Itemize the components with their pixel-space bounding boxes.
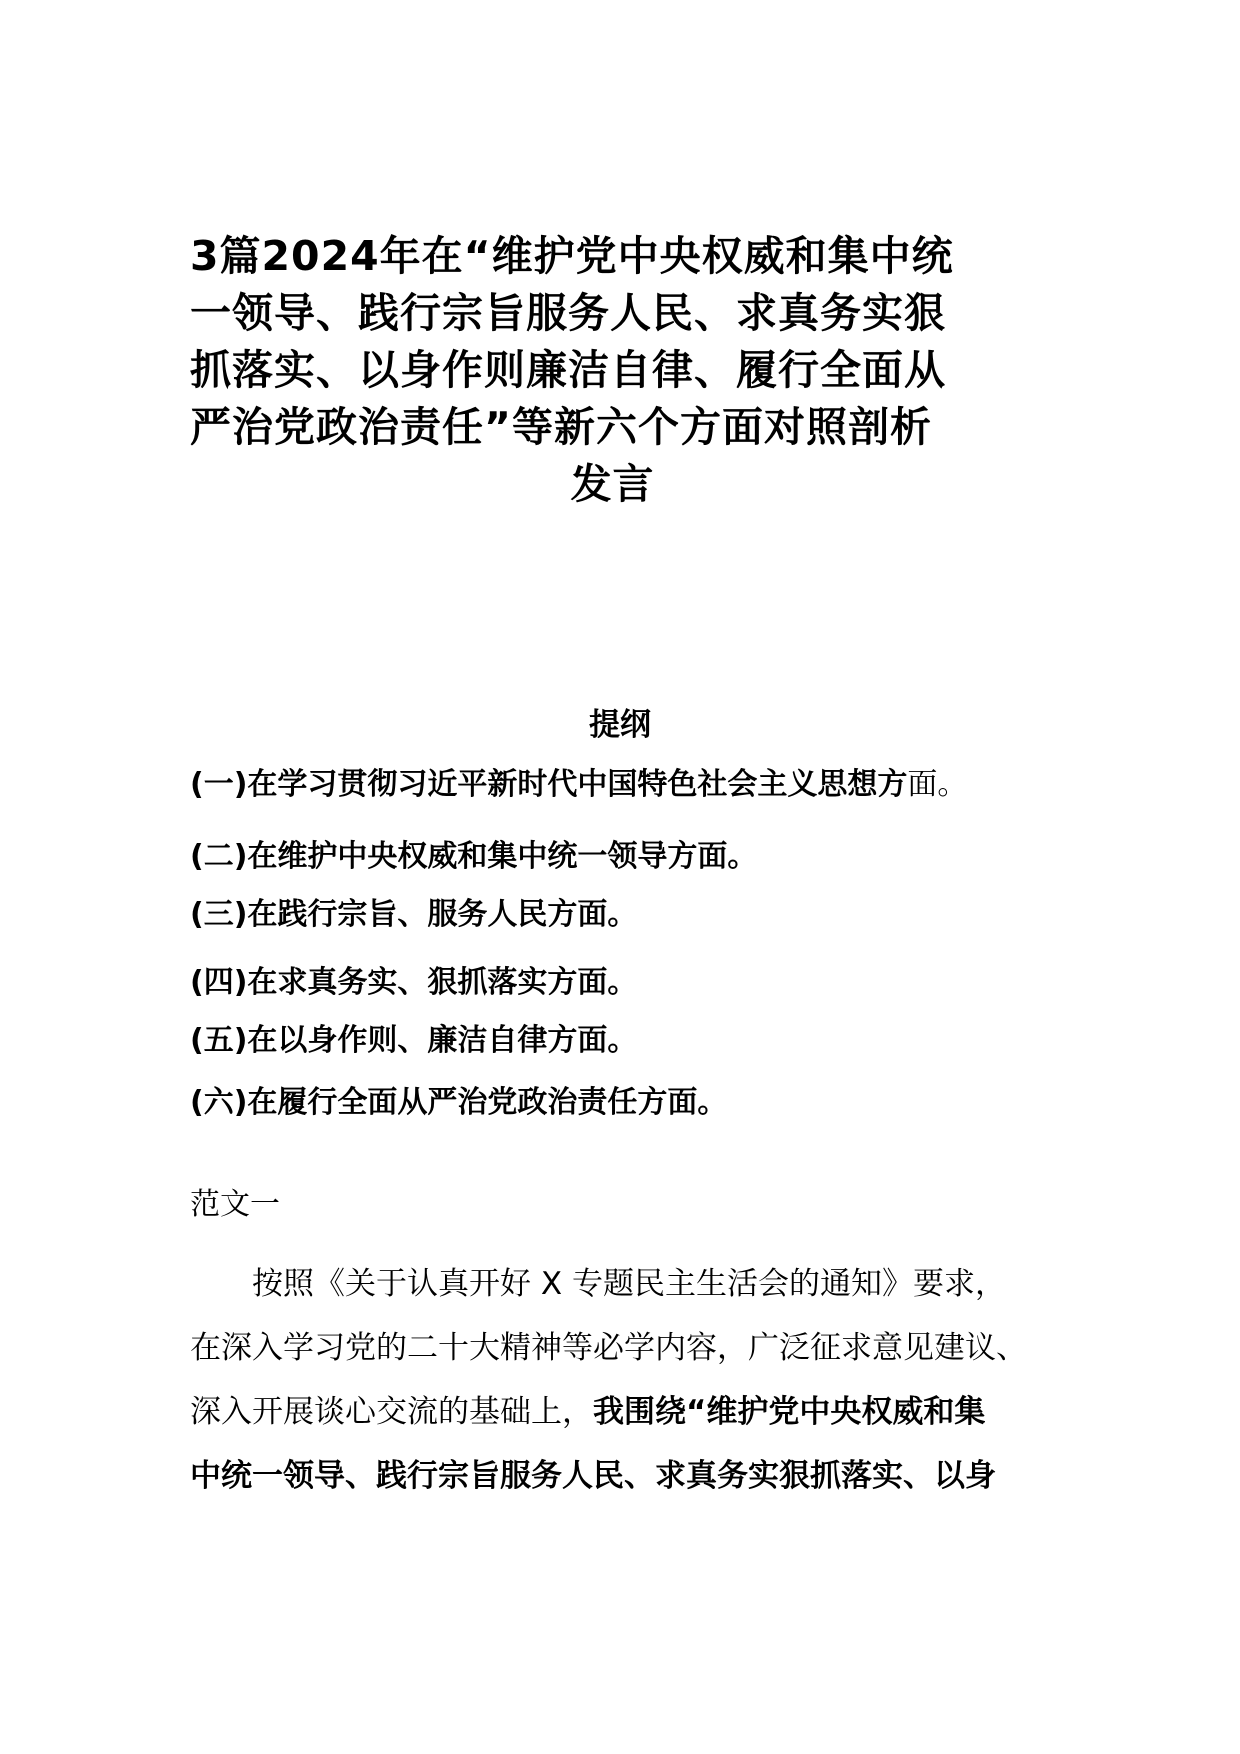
outline-item-text: (一)在学习贯彻习近平新时代中国特色社会主义思想方 [190,767,908,802]
paragraph-bold-text: 中统一领导、践行宗旨服务人民、求真务实狠抓落实、以身 [190,1458,996,1494]
outline-item [190,836,757,878]
outline-item [190,962,637,1004]
outline-item-text: (三)在践行宗旨、服务人民方面。 [190,897,638,932]
paragraph-text: 在深入学习党的二十大精神等必学内容，广泛征求意见建议、 [190,1330,1027,1366]
outline-item-text: (二)在维护中央权威和集中统一领导方面。 [190,839,758,874]
outline-item-text: (五)在以身作则、廉洁自律方面。 [190,1023,638,1058]
paragraph-bold-text: 我围绕“维护党中央权威和集 [593,1394,986,1430]
paragraph-line [190,1454,996,1498]
outline-item-text: (六)在履行全面从严治党政治责任方面。 [190,1085,728,1120]
outline-item [190,1082,727,1124]
paragraph-line [190,1262,1006,1306]
document-title [190,228,1035,513]
outline-heading: 提纲 [589,707,651,743]
paragraph-text: 按照《关于认真开好 X 专题民主生活会的通知》要求， [190,1266,1006,1302]
title-line: 发言 [570,460,655,508]
paragraph-line [190,1390,985,1434]
paragraph-line [190,1326,1027,1370]
title-line: 一领导、践行宗旨服务人民、求真务实狠 [190,289,946,337]
title-line: 抓落实、以身作则廉洁自律、履行全面从 [190,346,946,394]
outline-item [190,1020,637,1062]
title-line: 3篇2024年在“维护党中央权威和集中统 [190,232,954,280]
outline-item-text: (四)在求真务实、狠抓落实方面。 [190,965,638,1000]
title-line: 严治党政治责任”等新六个方面对照剖析 [190,403,932,451]
outline-item [190,764,967,806]
paragraph-text: 深入开展谈心交流的基础上， [190,1394,593,1430]
section-label: 范文一 [190,1187,280,1222]
outline-item-tail: 面。 [907,767,968,802]
outline-item [190,894,637,936]
